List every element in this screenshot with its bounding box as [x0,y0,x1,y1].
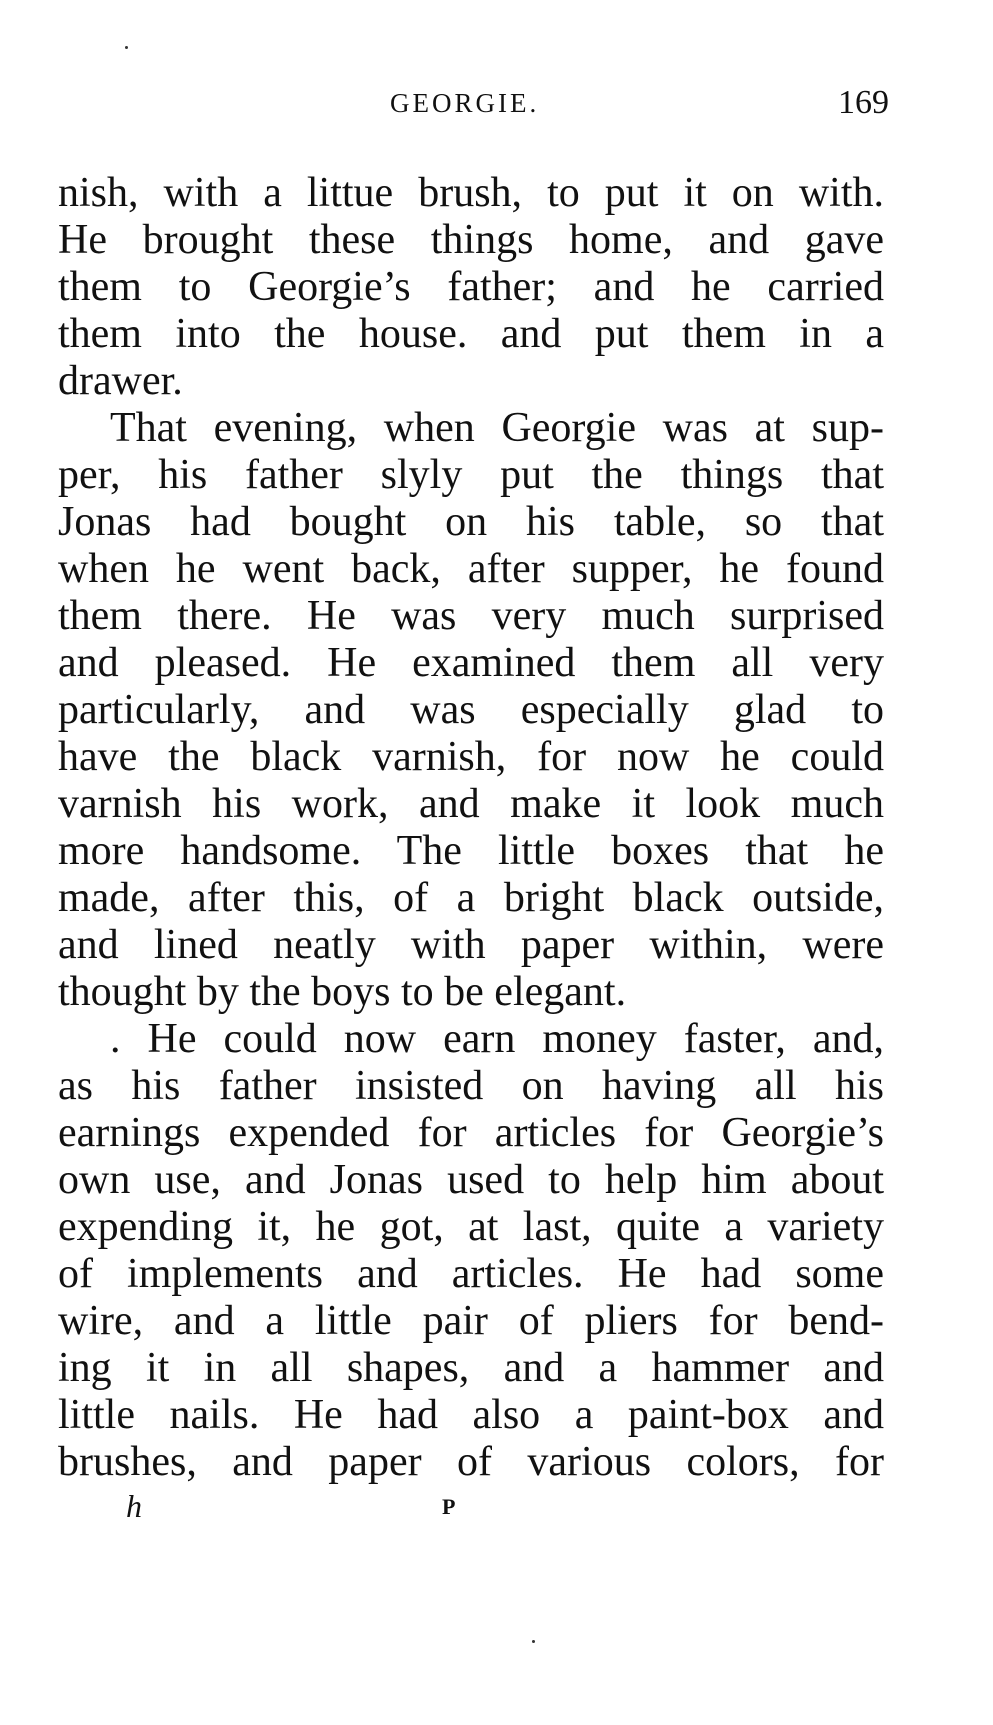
text-line: and lined neatly with paper within, were [58,922,884,968]
text-line: have the black varnish, for now he could [58,734,884,780]
text-line: wire, and a little pair of pliers for bend- [58,1298,884,1344]
text-line: earnings expended for articles for Georgie’s [58,1110,884,1156]
text-line: brushes, and paper of various colors, for [58,1439,884,1485]
text-line: made, after this, of a bright black outside, [58,875,884,921]
print-speck [532,1640,535,1643]
text-line: them to Georgie’s father; and he carried [58,264,884,310]
text-line: as his father insisted on having all his [58,1063,884,1109]
signature-marks [0,1488,993,1528]
text-line: drawer. [58,358,183,404]
text-line: more handsome. The little boxes that he [58,828,884,874]
body-text [58,170,884,1486]
print-speck [125,46,128,49]
text-line: thought by the boys to be elegant. [58,969,627,1015]
signature-letter-right: P [442,1494,456,1519]
text-line: particularly, and was especially glad to [58,687,884,733]
page-number: 169 [838,84,889,121]
text-line: nish, with a littue brush, to put it on with. [58,170,884,216]
text-line: expending it, he got, at last, quite a variety [58,1204,884,1250]
text-line: He brought these things home, and gave [58,217,884,263]
running-title: GEORGIE. [390,88,540,118]
text-line: them into the house. and put them in a [58,311,884,357]
text-line: of implements and articles. He had some [58,1251,884,1297]
text-line: varnish his work, and make it look much [58,781,884,827]
text-line: Jonas had bought on his table, so that [58,499,884,545]
text-line: per, his father slyly put the things that [58,452,884,498]
text-line: when he went back, after supper, he found [58,546,884,592]
text-line: little nails. He had also a paint-box and [58,1392,884,1438]
text-line: them there. He was very much surprised [58,593,884,639]
text-line: own use, and Jonas used to help him about [58,1157,884,1203]
text-line: and pleased. He examined them all very [58,640,884,686]
page-header [0,84,993,128]
text-line: ing it in all shapes, and a hammer and [58,1345,884,1391]
signature-letter-left: h [126,1488,142,1524]
text-line: That evening, when Georgie was at sup- [110,405,884,451]
text-line: . He could now earn money faster, and, [110,1016,884,1062]
